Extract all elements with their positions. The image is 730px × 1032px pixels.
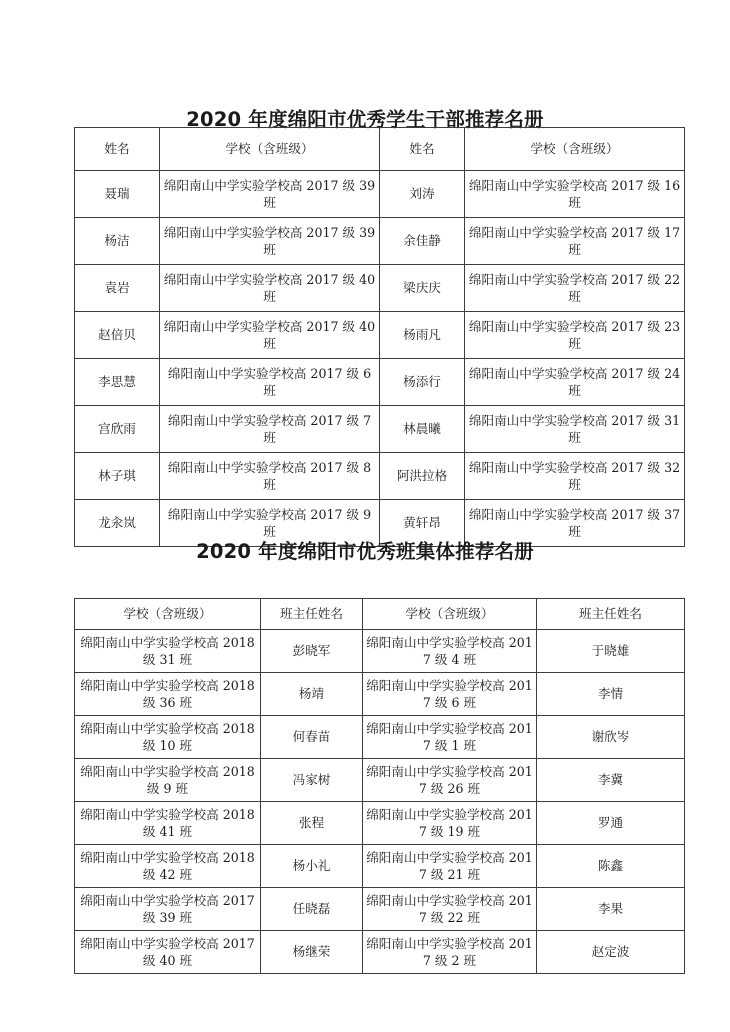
cell-class-school-right: 绵阳南山中学实验学校高 2017 级 2 班 [363, 931, 537, 974]
cell-student-name-right: 杨添行 [380, 359, 465, 406]
header-teacher-left: 班主任姓名 [261, 599, 363, 630]
cell-student-school-left: 绵阳南山中学实验学校高 2017 级 8 班 [160, 453, 380, 500]
cell-class-school-left: 绵阳南山中学实验学校高 2018 级 36 班 [75, 673, 261, 716]
table-row [75, 802, 685, 845]
cell-student-school-right: 绵阳南山中学实验学校高 2017 级 16 班 [465, 171, 685, 218]
table-row [75, 716, 685, 759]
classes-recommendation-table [74, 598, 685, 974]
cell-student-school-left: 绵阳南山中学实验学校高 2017 级 7 班 [160, 406, 380, 453]
cell-class-school-left: 绵阳南山中学实验学校高 2018 级 31 班 [75, 630, 261, 673]
table-row [75, 453, 685, 500]
table-row [75, 673, 685, 716]
cell-class-school-left: 绵阳南山中学实验学校高 2017 级 39 班 [75, 888, 261, 931]
table-row [75, 265, 685, 312]
cell-class-teacher-right: 于晓雄 [537, 630, 685, 673]
cell-class-school-left: 绵阳南山中学实验学校高 2018 级 10 班 [75, 716, 261, 759]
cell-student-school-right: 绵阳南山中学实验学校高 2017 级 32 班 [465, 453, 685, 500]
cell-student-school-left: 绵阳南山中学实验学校高 2017 级 40 班 [160, 265, 380, 312]
table-row [75, 931, 685, 974]
cell-class-teacher-right: 陈鑫 [537, 845, 685, 888]
students-table-title: 2020 年度绵阳市优秀学生干部推荐名册 [186, 108, 544, 132]
cell-class-teacher-left: 张程 [261, 802, 363, 845]
table-row [75, 845, 685, 888]
table-row [75, 630, 685, 673]
cell-student-school-left: 绵阳南山中学实验学校高 2017 级 39 班 [160, 171, 380, 218]
cell-student-name-right: 林晨曦 [380, 406, 465, 453]
cell-student-school-right: 绵阳南山中学实验学校高 2017 级 31 班 [465, 406, 685, 453]
cell-student-name-left: 聂瑞 [75, 171, 160, 218]
cell-student-name-left: 龙汆岚 [75, 500, 160, 547]
cell-student-school-right: 绵阳南山中学实验学校高 2017 级 17 班 [465, 218, 685, 265]
table-row [75, 759, 685, 802]
cell-class-teacher-left: 任晓磊 [261, 888, 363, 931]
header-school-left: 学校（含班级） [75, 599, 261, 630]
header-teacher-right: 班主任姓名 [537, 599, 685, 630]
cell-class-teacher-left: 彭晓军 [261, 630, 363, 673]
header-name-right: 姓名 [380, 128, 465, 171]
cell-student-school-right: 绵阳南山中学实验学校高 2017 级 37 班 [465, 500, 685, 547]
cell-student-school-right: 绵阳南山中学实验学校高 2017 级 24 班 [465, 359, 685, 406]
cell-class-school-right: 绵阳南山中学实验学校高 2017 级 21 班 [363, 845, 537, 888]
cell-student-name-left: 林子琪 [75, 453, 160, 500]
cell-class-teacher-right: 谢欣岑 [537, 716, 685, 759]
cell-class-teacher-left: 何春苗 [261, 716, 363, 759]
cell-class-teacher-left: 杨靖 [261, 673, 363, 716]
students-table-head [75, 128, 685, 171]
cell-student-name-right: 余佳静 [380, 218, 465, 265]
cell-student-name-right: 杨雨凡 [380, 312, 465, 359]
header-school-right: 学校（含班级） [465, 128, 685, 171]
header-school-right: 学校（含班级） [363, 599, 537, 630]
cell-student-name-left: 赵倍贝 [75, 312, 160, 359]
students-table-body [75, 171, 685, 547]
cell-class-school-left: 绵阳南山中学实验学校高 2017 级 40 班 [75, 931, 261, 974]
cell-student-name-right: 梁庆庆 [380, 265, 465, 312]
table-row [75, 312, 685, 359]
table-header-row [75, 599, 685, 630]
cell-class-teacher-right: 赵定波 [537, 931, 685, 974]
students-recommendation-table [74, 127, 685, 547]
cell-class-school-right: 绵阳南山中学实验学校高 2017 级 26 班 [363, 759, 537, 802]
cell-student-name-right: 阿洪拉格 [380, 453, 465, 500]
cell-class-school-left: 绵阳南山中学实验学校高 2018 级 9 班 [75, 759, 261, 802]
cell-student-name-right: 黄轩昂 [380, 500, 465, 547]
cell-class-school-right: 绵阳南山中学实验学校高 2017 级 22 班 [363, 888, 537, 931]
cell-class-school-left: 绵阳南山中学实验学校高 2018 级 41 班 [75, 802, 261, 845]
table-header-row [75, 128, 685, 171]
table-row [75, 406, 685, 453]
header-school-left: 学校（含班级） [160, 128, 380, 171]
table-row [75, 888, 685, 931]
table-row [75, 359, 685, 406]
cell-student-school-left: 绵阳南山中学实验学校高 2017 级 6 班 [160, 359, 380, 406]
table-row [75, 171, 685, 218]
cell-student-school-left: 绵阳南山中学实验学校高 2017 级 39 班 [160, 218, 380, 265]
cell-student-name-left: 宫欣雨 [75, 406, 160, 453]
cell-class-school-right: 绵阳南山中学实验学校高 2017 级 6 班 [363, 673, 537, 716]
cell-student-name-left: 李思慧 [75, 359, 160, 406]
cell-student-school-right: 绵阳南山中学实验学校高 2017 级 22 班 [465, 265, 685, 312]
cell-student-name-left: 杨洁 [75, 218, 160, 265]
classes-table-head [75, 599, 685, 630]
cell-class-school-left: 绵阳南山中学实验学校高 2018 级 42 班 [75, 845, 261, 888]
cell-student-school-right: 绵阳南山中学实验学校高 2017 级 23 班 [465, 312, 685, 359]
header-name-left: 姓名 [75, 128, 160, 171]
cell-student-school-left: 绵阳南山中学实验学校高 2017 级 40 班 [160, 312, 380, 359]
cell-class-teacher-right: 罗通 [537, 802, 685, 845]
cell-class-school-right: 绵阳南山中学实验学校高 2017 级 4 班 [363, 630, 537, 673]
classes-table-title: 2020 年度绵阳市优秀班集体推荐名册 [196, 540, 534, 564]
classes-table-body [75, 630, 685, 974]
cell-class-school-right: 绵阳南山中学实验学校高 2017 级 19 班 [363, 802, 537, 845]
cell-class-teacher-right: 李冀 [537, 759, 685, 802]
cell-student-school-left: 绵阳南山中学实验学校高 2017 级 9 班 [160, 500, 380, 547]
cell-class-teacher-left: 杨小礼 [261, 845, 363, 888]
cell-class-teacher-right: 李情 [537, 673, 685, 716]
cell-class-school-right: 绵阳南山中学实验学校高 2017 级 1 班 [363, 716, 537, 759]
table-row [75, 218, 685, 265]
cell-student-name-left: 袁岩 [75, 265, 160, 312]
cell-class-teacher-left: 冯家树 [261, 759, 363, 802]
cell-class-teacher-right: 李果 [537, 888, 685, 931]
cell-student-name-right: 刘涛 [380, 171, 465, 218]
cell-class-teacher-left: 杨继荣 [261, 931, 363, 974]
